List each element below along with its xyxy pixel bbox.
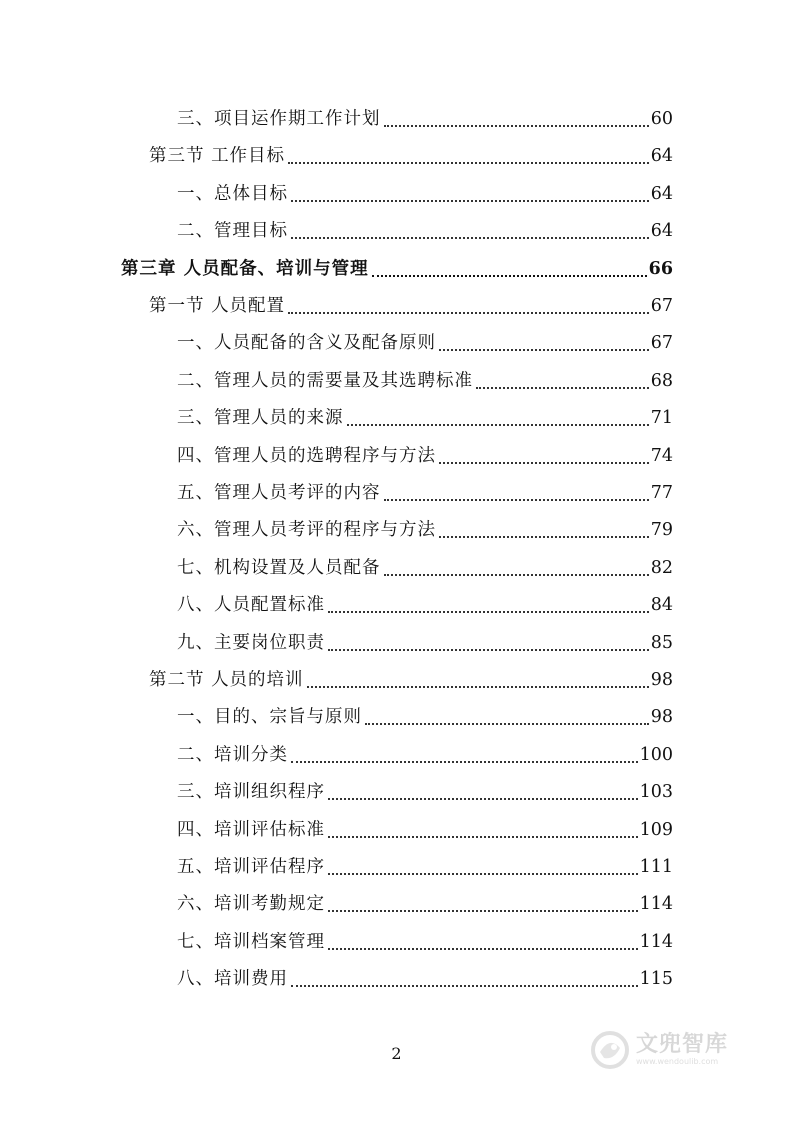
toc-dot-leader [347,424,649,426]
toc-entry-title: 八、培训费用 [177,969,288,990]
toc-entry-item[interactable] [177,403,673,433]
toc-entry-item[interactable] [177,889,673,919]
toc-dot-leader [328,836,638,838]
toc-entry-item[interactable] [177,777,673,807]
toc-entry-section[interactable] [149,665,673,695]
toc-entry-title: 第三节 工作目标 [149,146,286,167]
toc-entry-item[interactable] [177,628,673,658]
toc-entry-title: 第一节 人员配置 [149,296,286,316]
toc-entry-item[interactable] [177,702,673,732]
toc-dot-leader [288,312,649,314]
toc-dot-leader [365,723,649,725]
toc-entry-page: 103 [639,782,673,803]
toc-entry-item[interactable] [177,515,673,545]
toc-entry-page: 74 [650,445,673,466]
toc-dot-leader [439,349,649,351]
toc-entry-page: 60 [650,109,673,129]
toc-entry-page: 67 [650,296,673,316]
toc-entry-title: 第二节 人员的培训 [149,670,304,690]
toc-entry-page: 82 [650,557,673,578]
watermark-name: 文兜智库 [636,1032,729,1057]
toc-entry-title: 第三章 人员配备、培训与管理 [121,258,369,279]
toc-entry-title: 一、人员配备的含义及配备原则 [177,333,436,354]
toc-entry-item[interactable] [177,852,673,882]
toc-entry-item[interactable] [177,179,673,209]
toc-entry-title: 二、培训分类 [177,744,288,765]
toc-dot-leader [372,275,647,277]
toc-entry-page: 114 [639,894,673,915]
toc-dot-leader [328,611,649,613]
toc-dot-leader [291,200,649,202]
toc-entry-item[interactable] [177,104,673,134]
toc-entry-item[interactable] [177,216,673,246]
toc-entry-page: 79 [650,520,673,541]
toc-entry-page: 84 [650,595,673,616]
toc-dot-leader [291,985,638,987]
toc-entry-title: 九、主要岗位职责 [177,632,325,653]
toc-entry-title: 六、管理人员考评的程序与方法 [177,520,436,541]
watermark [590,1020,780,1080]
toc-entry-title: 一、总体目标 [177,183,288,204]
toc-entry-title: 四、培训评估标准 [177,819,325,840]
toc-dot-leader [288,162,649,164]
toc-entry-item[interactable] [177,740,673,770]
toc-dot-leader [328,948,638,950]
toc-dot-leader [328,910,638,912]
toc-dot-leader [328,798,638,800]
toc-entry-item[interactable] [177,815,673,845]
toc-entry-item[interactable] [177,328,673,358]
toc-entry-page: 115 [639,969,673,990]
page-number: 2 [391,1044,402,1063]
toc-entry-title: 三、管理人员的来源 [177,408,344,429]
toc-entry-item[interactable] [177,553,673,583]
toc-entry-page: 109 [639,819,673,840]
toc-entry-item[interactable] [177,590,673,620]
toc-dot-leader [439,536,649,538]
toc-entry-title: 八、人员配置标准 [177,595,325,616]
toc-entry-chapter[interactable] [121,254,673,284]
toc-entry-title: 二、管理人员的需要量及其选聘标准 [177,370,473,391]
toc-entry-item[interactable] [177,478,673,508]
toc-entry-title: 七、培训档案管理 [177,931,325,952]
toc-entry-title: 六、培训考勤规定 [177,894,325,915]
toc-dot-leader [307,686,649,688]
toc-entry-page: 98 [650,707,673,728]
toc-entry-item[interactable] [177,964,673,994]
watermark-text [636,1033,728,1067]
toc-entry-item[interactable] [177,441,673,471]
toc-entry-title: 二、管理目标 [177,221,288,242]
toc-entry-page: 64 [650,221,673,242]
toc-entry-item[interactable] [177,927,673,957]
toc-entry-page: 111 [639,857,673,877]
toc-entry-title: 一、目的、宗旨与原则 [177,707,362,728]
toc-entry-title: 五、管理人员考评的内容 [177,483,381,503]
wendou-logo-icon [590,1030,630,1070]
watermark-url: www.wendoulib.com [636,1057,719,1066]
toc-entry-page: 98 [650,670,673,690]
toc-entry-page: 67 [650,333,673,354]
toc-entry-item[interactable] [177,366,673,396]
toc-dot-leader [384,125,649,127]
toc-entry-title: 七、机构设置及人员配备 [177,557,381,578]
toc-entry-section[interactable] [149,291,673,321]
toc-dot-leader [328,873,638,875]
toc-entry-title: 三、项目运作期工作计划 [177,109,381,129]
toc-entry-page: 64 [650,146,673,167]
toc-dot-leader [291,237,649,239]
toc-entry-title: 四、管理人员的选聘程序与方法 [177,445,436,466]
toc-dot-leader [384,574,649,576]
toc-dot-leader [291,761,638,763]
toc-entry-title: 三、培训组织程序 [177,782,325,803]
toc-dot-leader [328,649,649,651]
toc-entry-page: 68 [650,370,673,391]
toc-entry-page: 64 [650,183,673,204]
toc-entry-page: 77 [650,483,673,503]
toc-entry-page: 114 [639,931,673,952]
toc-entry-title: 五、培训评估程序 [177,857,325,877]
toc-entry-page: 66 [648,258,673,279]
toc-dot-leader [439,462,649,464]
toc-entry-page: 100 [639,744,673,765]
toc-entry-page: 71 [650,408,673,429]
toc-entry-page: 85 [650,632,673,653]
toc-dot-leader [384,499,649,501]
toc-entry-section[interactable] [149,141,673,171]
toc-dot-leader [476,387,649,389]
